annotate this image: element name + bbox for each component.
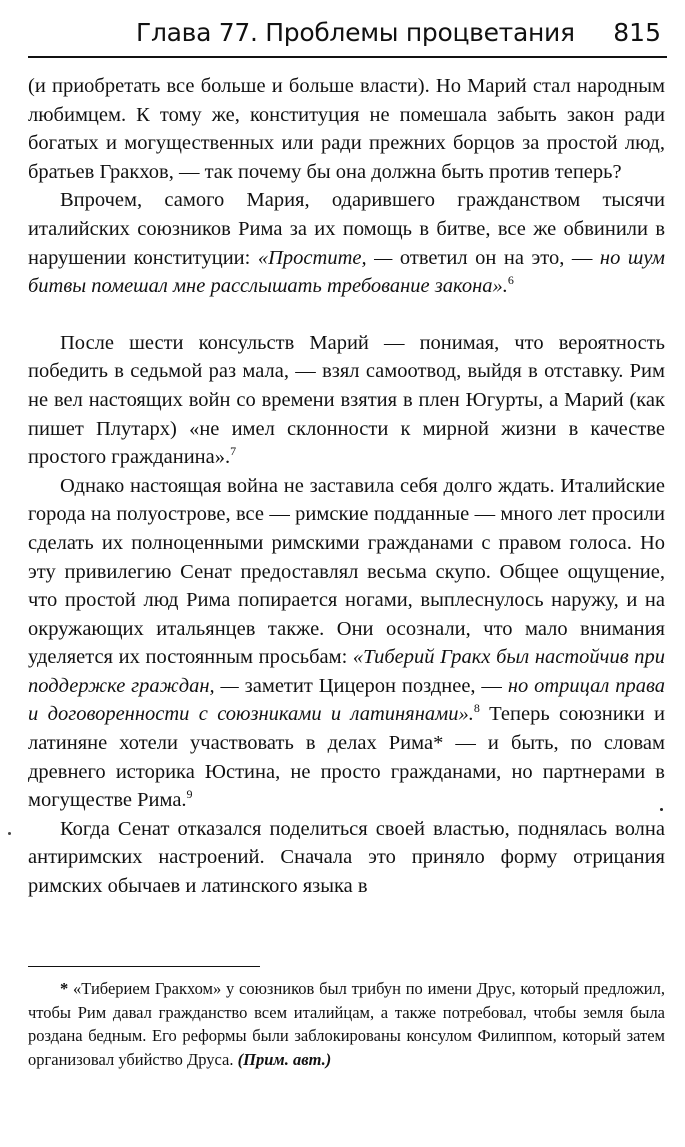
footnote-text: «Тиберием Гракхом» у союзников был трибун по имени Друс, который предложил, чтобы Рим давал гражданство всем италийцам, а также потребовал, чтобы земля была роздана бедным. Его реформы были заблокированы консулом Филиппом, который затем организовал убийство Друса. xyxy=(28,979,665,1069)
text-run: Теперь союзники и латиняне хотели участвовать в делах Рима* — и быть, по словам древнего историка Юстина, не просто гражданами, но партнерами в могуществе Рима. xyxy=(28,703,665,812)
paragraph xyxy=(28,472,665,815)
margin-speck xyxy=(660,808,663,811)
margin-speck xyxy=(8,832,11,835)
text-run: Когда Сенат отказался поделиться своей властью, поднялась волна антиримских настроений. Сначала это приняло форму отрицания римских обычаев и латинского языка в xyxy=(28,817,665,898)
quote-italic: «Тиберий Гракх был настойчив при поддержке граждан, — xyxy=(28,646,665,697)
endnote-ref-7[interactable]: 7 xyxy=(230,444,237,459)
endnote-ref-9[interactable]: 9 xyxy=(186,787,193,802)
quote-italic: но шум битвы помешал мне расслышать требование закона». xyxy=(28,246,665,298)
paragraph xyxy=(28,72,665,186)
quote-italic: «Простите, — xyxy=(257,246,400,269)
quote-italic: но отрицал права и договоренности с союзниками и латинянами». xyxy=(28,674,666,726)
footnote-mark: * xyxy=(60,979,69,998)
endnote-ref-6[interactable]: 6 xyxy=(507,273,514,288)
paragraph xyxy=(28,329,665,472)
paragraph xyxy=(28,815,665,901)
footnote xyxy=(28,977,665,1071)
footnote-author-note: (Прим. авт.) xyxy=(237,1049,332,1069)
paragraph xyxy=(28,186,665,300)
footnote-divider xyxy=(28,966,260,967)
text-run: Впрочем, самого Мария, одарившего гражданством тысячи италийских союзников Рима за их помощь в битве, все же обвинили в нарушении конституции: xyxy=(28,189,665,269)
text-run: ответил он на это, — xyxy=(399,246,600,269)
main-text xyxy=(28,72,665,901)
text-run: Однако настоящая война не заставила себя долго ждать. Италийские города на полуострове, все — римские подданные — много лет просили сделать их полноценными римскими гражданами с правом голоса. Но эту привилегию Сенат предоставлял весьма скупо. Общее ощущение, что простой люд Рима попирается ногами, выплеснулось наружу, и на окружающих итальянцев также. Они осознали, что мало внимания уделяется их постоянным просьбам: xyxy=(28,474,665,669)
text-run: (и приобретать все больше и больше власти). Но Марий стал народным любимцем. К тому же, конституция не помешала забыть закон ради богатых и могущественных или ради прежних борцов за простой люд, братьев Гракхов, — так почему бы она должна быть против теперь? xyxy=(28,75,665,183)
chapter-title: Глава 77. Проблемы процветания xyxy=(136,18,575,47)
text-run: заметит Цицерон позднее, — xyxy=(244,674,508,697)
endnote-ref-8[interactable]: 8 xyxy=(473,701,480,716)
text-run: После шести консульств Марий — понимая, что вероятность победить в седьмой раз мала, — взял самоотвод, выйдя в отставку. Рим не вел настоящих войн со времени взятия в плен Югурты, а Марий (как пишет Плутарх) «не имел склонности к мирной жизни в качестве простого гражданина». xyxy=(28,331,665,469)
page-number: 815 xyxy=(613,18,661,47)
running-header xyxy=(28,16,667,58)
